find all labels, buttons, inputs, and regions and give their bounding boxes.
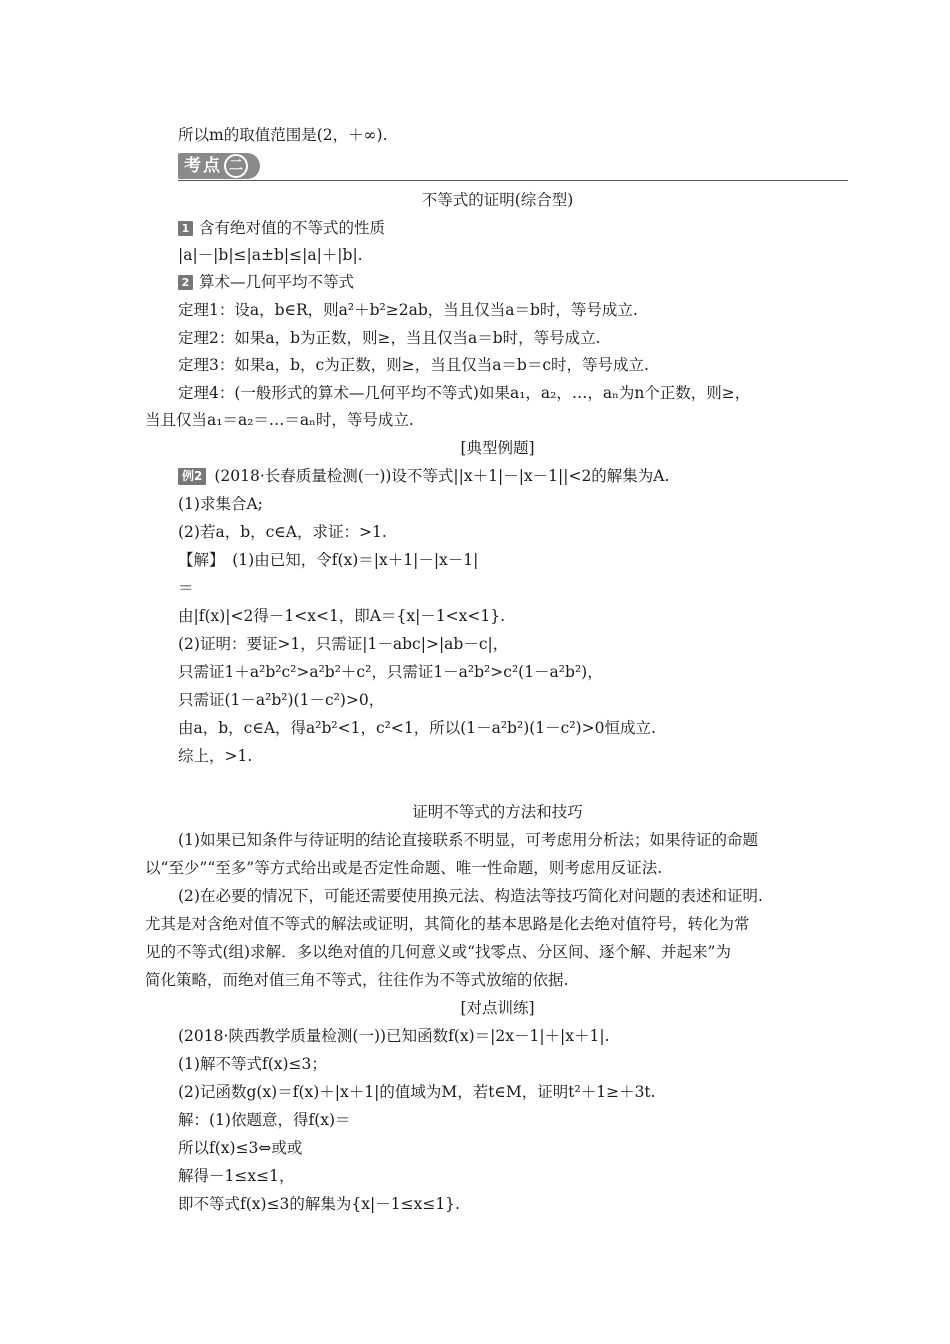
text-line: (1)解不等式f(x)≤3； bbox=[178, 1055, 327, 1073]
text-line: 以“至少”“至多”等方式给出或是否定性命题、唯一性命题，则考虑用反证法. bbox=[145, 859, 663, 877]
section-badge bbox=[178, 153, 260, 179]
text-line: 综上，>1. bbox=[178, 747, 253, 765]
badge-label: 考点 bbox=[184, 156, 222, 176]
text-line: 见的不等式(组)求解．多以绝对值的几何意义或“找零点、分区间、逐个解、并起来”为 bbox=[145, 943, 731, 961]
text-line: 只需证(1－a²b²)(1－c²)>0， bbox=[178, 691, 385, 709]
text-line: 所以m的取值范围是(2，＋∞). bbox=[178, 126, 388, 144]
examples-heading: [典型例题] bbox=[460, 439, 535, 457]
example-tag: 例2 bbox=[178, 468, 206, 485]
methods-heading: 证明不等式的方法和技巧 bbox=[412, 803, 583, 821]
example-text: (2018·长春质量检测(一))设不等式||x＋1|－|x－1||<2的解集为A. bbox=[214, 467, 670, 485]
item-title-2: 算术—几何平均不等式 bbox=[199, 273, 355, 291]
text-line: 定理1：设a，b∈R，则a²＋b²≥2ab，当且仅当a＝b时，等号成立. bbox=[178, 301, 638, 319]
text-line: |a|－|b|≤|a±b|≤|a|＋|b|. bbox=[178, 246, 363, 264]
example-line bbox=[178, 466, 669, 486]
text-line: 简化策略，而绝对值三角不等式，往往作为不等式放缩的依据. bbox=[145, 971, 569, 989]
section-heading: 不等式的证明(综合型) bbox=[421, 191, 574, 209]
training-heading: [对点训练] bbox=[460, 999, 535, 1017]
text-line: 解得－1≤x≤1， bbox=[178, 1167, 295, 1185]
text-line: (1)如果已知条件与待证明的结论直接联系不明显，可考虑用分析法；如果待证的命题 bbox=[178, 831, 758, 849]
item-number-2: 2 bbox=[178, 275, 193, 290]
text-line: 由a，b，c∈A，得a²b²<1，c²<1，所以(1－a²b²)(1－c²)>0恒成立. bbox=[178, 719, 656, 737]
text-line: (2)在必要的情况下，可能还需要使用换元法、构造法等技巧简化对问题的表述和证明. bbox=[178, 887, 763, 905]
item-heading-2 bbox=[178, 272, 354, 292]
text-line: 定理3：如果a，b，c为正数，则≥，当且仅当a＝b＝c时，等号成立. bbox=[178, 356, 649, 374]
text-line: (2)证明：要证>1，只需证|1－abc|>|ab－c|， bbox=[178, 635, 509, 653]
badge-number: 二 bbox=[224, 154, 248, 178]
item-title-1: 含有绝对值的不等式的性质 bbox=[199, 219, 386, 237]
text-line: 即不等式f(x)≤3的解集为{x|－1≤x≤1}. bbox=[178, 1195, 460, 1213]
text-line: (1)求集合A; bbox=[178, 495, 263, 513]
text-line: 只需证1＋a²b²c²>a²b²＋c²，只需证1－a²b²>c²(1－a²b²)， bbox=[178, 663, 603, 681]
text-line: 【解】 (1)由已知，令f(x)＝|x＋1|－|x－1| bbox=[178, 551, 479, 569]
item-heading-1 bbox=[178, 218, 385, 238]
text-line: 所以f(x)≤3⇔或或 bbox=[178, 1139, 303, 1157]
section-rule bbox=[178, 180, 848, 181]
text-line: 尤其是对含绝对值不等式的解法或证明，其简化的基本思路是化去绝对值符号，转化为常 bbox=[145, 915, 750, 933]
text-line: ＝ bbox=[178, 579, 194, 597]
item-number-1: 1 bbox=[178, 221, 193, 236]
text-line: 当且仅当a₁＝a₂＝…＝aₙ时，等号成立. bbox=[145, 411, 414, 429]
text-line: 定理4：(一般形式的算术—几何平均不等式)如果a₁，a₂，…，aₙ为n个正数，则≥， bbox=[178, 384, 751, 402]
text-line: 定理2：如果a，b为正数，则≥，当且仅当a＝b时，等号成立. bbox=[178, 329, 601, 347]
text-line: 由|f(x)|<2得－1<x<1，即A＝{x|－1<x<1}. bbox=[178, 607, 506, 625]
text-line: (2018·陕西教学质量检测(一))已知函数f(x)＝|2x－1|＋|x＋1|. bbox=[178, 1027, 610, 1045]
text-line: (2)若a，b，c∈A，求证：>1. bbox=[178, 523, 387, 541]
text-line: (2)记函数g(x)＝f(x)＋|x＋1|的值域为M，若t∈M，证明t²＋1≥＋3t. bbox=[178, 1083, 656, 1101]
text-line: 解：(1)依题意，得f(x)＝ bbox=[178, 1111, 351, 1129]
